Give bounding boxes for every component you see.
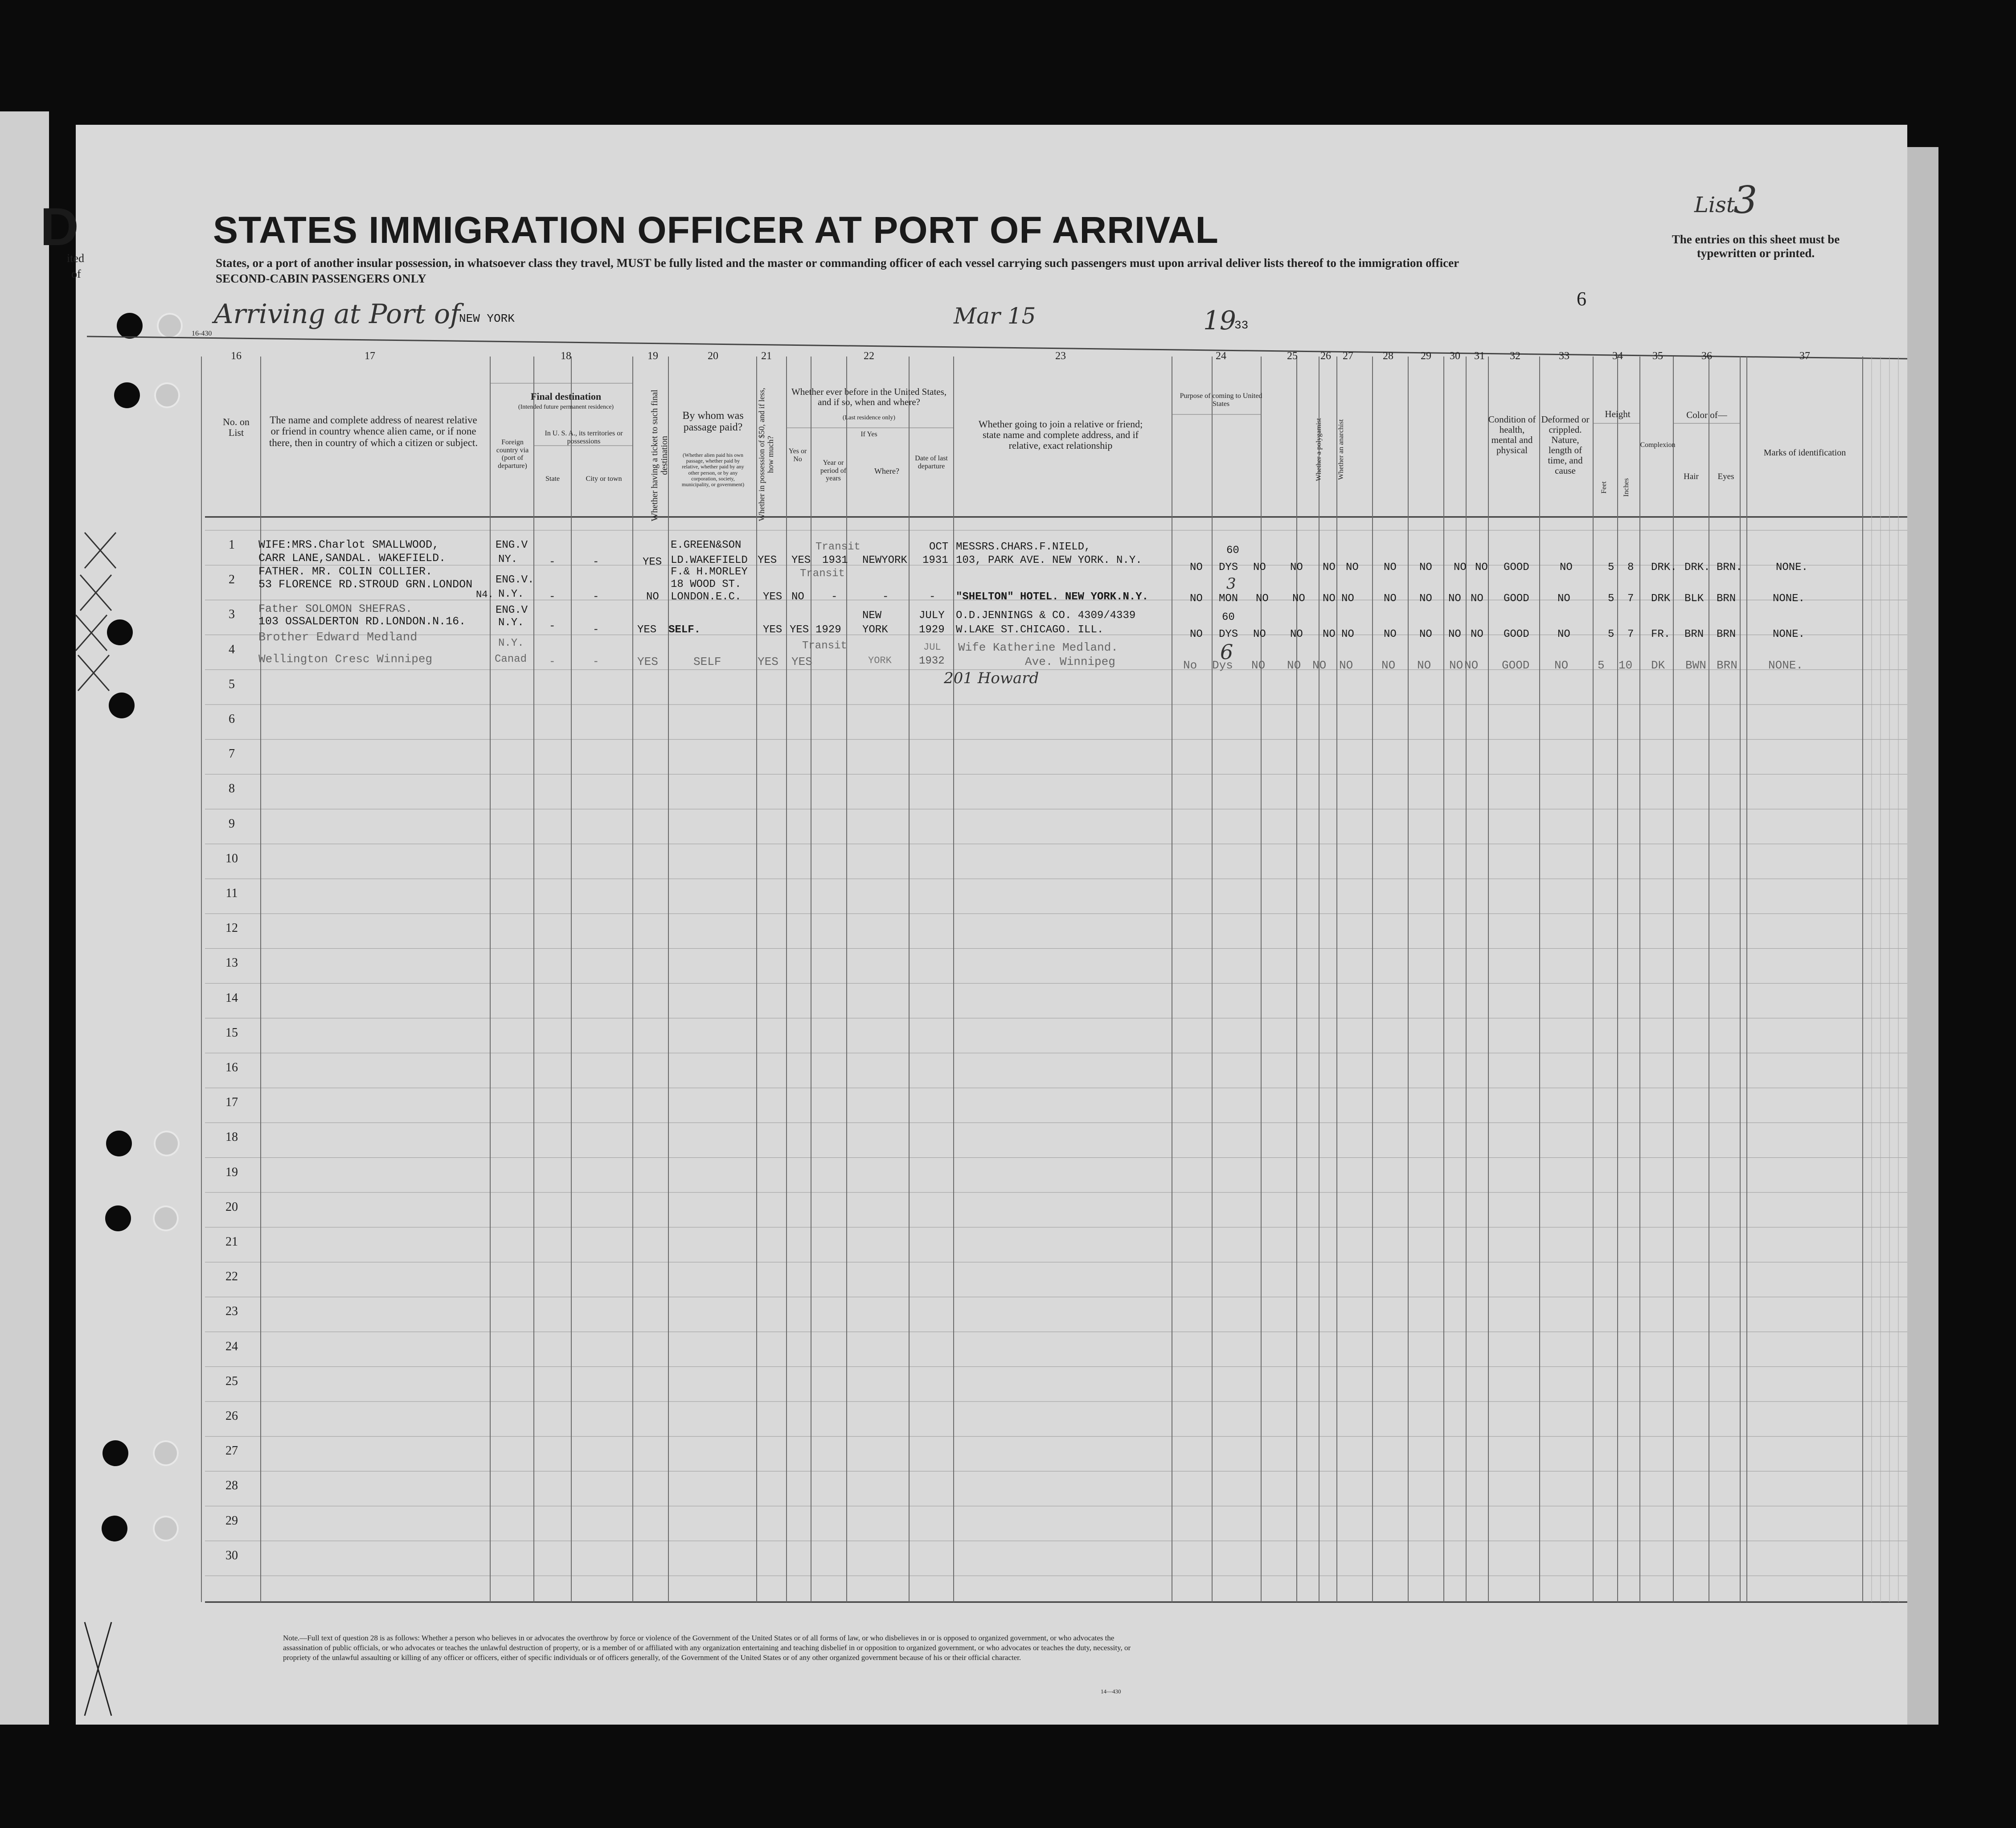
before-yes-no: NO <box>791 591 804 603</box>
complexion: DK <box>1651 659 1665 672</box>
relative-address-postal: N4. <box>476 589 494 600</box>
health: GOOD <box>1504 628 1529 640</box>
col-label-20: By whom was passage paid? <box>682 410 744 434</box>
line-number: 13 <box>225 956 238 970</box>
col-state: State <box>545 475 560 483</box>
q25: NO <box>1292 593 1305 605</box>
joining-address: Ave. Winnipeg <box>1025 655 1115 668</box>
eyes: BRN. <box>1717 562 1742 574</box>
transit-note: Transit <box>815 541 860 553</box>
col-label-23: Whether going to join a relative or friend; state name and complete address, and if relative, exact relationship <box>978 418 1143 451</box>
q26: NO <box>1323 562 1336 574</box>
health: GOOD <box>1504 593 1529 605</box>
purpose-1: NO <box>1190 628 1203 640</box>
arriving-label: Arriving at Port of <box>214 299 460 330</box>
line-number: 23 <box>225 1304 238 1319</box>
col-num-30: 30 <box>1450 350 1460 362</box>
height-feet: 5 <box>1608 593 1614 605</box>
q28: NO <box>1381 659 1396 672</box>
foreign-country: ENG.V <box>496 604 528 616</box>
col-num-28: 28 <box>1383 350 1393 362</box>
col-num-23: 23 <box>1055 350 1066 362</box>
line-number: 10 <box>225 851 238 865</box>
before-where: YORK <box>868 655 892 666</box>
line-number: 11 <box>225 886 238 900</box>
hair: DRK. <box>1684 562 1710 574</box>
before-where: - <box>882 591 889 603</box>
line-number: 12 <box>225 921 238 935</box>
line-number: 4 <box>229 642 235 656</box>
arrival-port: NEW YORK <box>459 312 515 325</box>
relative-address: CARR LANE,SANDAL. WAKEFIELD. <box>258 552 446 565</box>
foreign-port: N.Y. <box>498 588 524 600</box>
col-where: Where? <box>874 467 899 475</box>
height-inches: 7 <box>1627 628 1634 640</box>
line-number: 2 <box>229 573 235 587</box>
q31: NO <box>1471 628 1483 640</box>
purpose-3: NO <box>1253 628 1266 640</box>
q25: NO <box>1287 659 1301 672</box>
last-departure: - <box>929 591 936 603</box>
col-num-31: 31 <box>1474 350 1485 362</box>
dest-state: - <box>549 556 556 568</box>
purpose-3: NO <box>1256 593 1269 605</box>
complexion: DRK. <box>1651 562 1677 574</box>
col-num-17: 17 <box>365 350 375 362</box>
deformed: NO <box>1554 659 1569 672</box>
q31: NO <box>1471 593 1483 605</box>
q25: NO <box>1290 562 1303 574</box>
q30: NO <box>1448 593 1461 605</box>
purpose-length-unit: DYS <box>1219 628 1238 640</box>
col-if-yes: If Yes <box>860 430 877 438</box>
purpose-3: NO <box>1251 659 1266 672</box>
passage-paid-by: SELF <box>693 655 721 668</box>
question-28-note: Note.—Full text of question 28 is as follows: Whether a person who believes in or advocates the overthrow by force or violence of the Government of the United States or of all forms of law, or who disbelieves in or is opposed to organized government, or who advocates the assassination of public officials, or who advocates or teaches the unlawful destruction of property, or is a member of or affiliated with any organization entertaining and teaching disbelief in or opposition to organized government, or who advocates or teaches the duty, necessity, or propriety of the unlawful assaulting or killing of any officer or officers, either of specific individuals or of officers generally, of the Government of the United States or of any other organized government because of his or their official character. <box>283 1634 1131 1662</box>
q28: NO <box>1384 628 1397 640</box>
money: YES <box>763 624 783 636</box>
col-num-22: 22 <box>864 350 874 362</box>
col-num-29: 29 <box>1421 350 1431 362</box>
col-label-27: Whether an anarchist <box>1337 419 1345 480</box>
last-departure: JULY <box>919 610 945 622</box>
col-label-24: Purpose of coming to United States <box>1180 392 1262 408</box>
hair: BRN <box>1684 628 1704 640</box>
col-num-26: 26 <box>1320 350 1331 362</box>
sheet-number: 6 <box>1577 288 1586 310</box>
ticket: NO <box>646 591 659 603</box>
last-departure-year: 1929 <box>919 624 945 636</box>
joining-name: "SHELTON" HOTEL. NEW YORK.N.Y. <box>956 591 1149 603</box>
line-number: 25 <box>225 1374 238 1388</box>
relative-address: 53 FLORENCE RD.STROUD GRN.LONDON <box>258 578 473 591</box>
dest-city: - <box>593 556 599 568</box>
line-number: 19 <box>225 1165 238 1179</box>
dest-city: - <box>593 591 599 603</box>
col-hair: Hair <box>1684 472 1699 481</box>
year-suffix: 33 <box>1234 319 1249 332</box>
passenger-class: SECOND-CABIN PASSENGERS ONLY <box>216 272 426 285</box>
dest-state: - <box>549 656 556 668</box>
line-number: 18 <box>225 1130 238 1144</box>
line-number: 30 <box>225 1548 238 1562</box>
line-number: 8 <box>229 782 235 796</box>
purpose-1: NO <box>1190 562 1203 574</box>
purpose-length: 6 <box>1220 640 1233 664</box>
joining-address-handwritten: 201 Howard <box>944 669 1039 687</box>
relative-name: FATHER. MR. COLIN COLLIER. <box>258 565 433 578</box>
transit-note: Transit <box>800 568 845 580</box>
purpose-length-unit: DYS <box>1219 562 1238 574</box>
joining-name: O.D.JENNINGS & CO. 4309/4339 <box>956 610 1136 622</box>
foreign-port: NY. <box>498 553 518 566</box>
line-number: 17 <box>225 1095 238 1110</box>
foreign-country: ENG.V. <box>496 574 534 586</box>
last-departure-year: 1931 <box>922 554 948 566</box>
q30: NO <box>1454 562 1467 574</box>
complexion: FR. <box>1651 628 1671 640</box>
q29: NO <box>1419 628 1432 640</box>
form-number: 16-430 <box>192 330 212 337</box>
col-label-16: No. on List <box>223 416 250 439</box>
before-yes-no: YES <box>791 655 812 668</box>
line-number: 22 <box>225 1270 238 1284</box>
deformed: NO <box>1557 628 1570 640</box>
q30: NO <box>1449 659 1463 672</box>
col-label-37: Marks of identification <box>1763 448 1846 458</box>
passage-paid-by: F.& H.MORLEY <box>671 566 748 578</box>
hair: BWN <box>1685 659 1706 672</box>
line-number: 5 <box>229 677 235 691</box>
purpose-length-unit: MON <box>1219 593 1238 605</box>
col-usa: In U. S. A., its territories or possessions <box>545 430 623 445</box>
line-number: 15 <box>225 1025 238 1040</box>
height-inches: 8 <box>1627 562 1634 574</box>
marks: NONE. <box>1773 628 1805 640</box>
col-city: City or town <box>586 475 622 483</box>
col-sub-18: (Intended future permanent residence) <box>518 404 614 410</box>
q31: NO <box>1475 562 1488 574</box>
dest-city: - <box>593 624 599 636</box>
purpose-3: NO <box>1253 562 1266 574</box>
col-label-19: Whether having a ticket to such final destination <box>650 389 669 521</box>
deformed: NO <box>1557 593 1570 605</box>
foreign-country: ENG.V <box>496 539 528 551</box>
q25: NO <box>1290 628 1303 640</box>
col-num-20: 20 <box>708 350 718 362</box>
q28: NO <box>1384 593 1397 605</box>
deformed: NO <box>1560 562 1573 574</box>
col-num-36: 36 <box>1701 350 1712 362</box>
col-label-17: The name and complete address of nearest relative or friend in country whence alien came, or if none there, then in country of which a citizen or subject. <box>269 414 478 448</box>
marks: NONE. <box>1768 659 1803 672</box>
col-num-18: 18 <box>561 350 571 362</box>
col-feet: Feet <box>1600 481 1608 494</box>
hair: BLK <box>1684 593 1704 605</box>
col-num-32: 32 <box>1510 350 1520 362</box>
col-label-32: Condition of health, mental and physical <box>1488 414 1536 456</box>
line-number: 26 <box>225 1409 238 1423</box>
relative-address: 103 OSSALDERTON RD.LONDON.N.16. <box>258 615 466 628</box>
col-inches: Inches <box>1623 478 1631 497</box>
before-yes-no: YES <box>790 624 809 636</box>
line-number: 3 <box>229 607 235 622</box>
joining-address: W.LAKE ST.CHICAGO. ILL. <box>956 624 1104 636</box>
before-where: NEW <box>862 610 882 622</box>
joining-name: Wife Katherine Medland. <box>958 641 1118 654</box>
purpose-length-unit: Dys <box>1212 659 1233 672</box>
left-fragment-letter: D <box>40 197 79 257</box>
before-yes-no: YES <box>791 554 811 566</box>
col-eyes: Eyes <box>1717 472 1734 481</box>
col-label-35: Complexion <box>1640 441 1676 449</box>
last-departure: OCT <box>929 541 949 553</box>
list-number: 3 <box>1733 178 1758 222</box>
line-number: 16 <box>225 1061 238 1074</box>
q26: NO <box>1312 659 1327 672</box>
relative-name: WIFE:MRS.Charlot SMALLWOOD, <box>258 538 439 551</box>
before-year: - <box>831 591 838 603</box>
typewritten-note: The entries on this sheet must be typewritten or printed. <box>1672 233 1840 260</box>
page-subtitle: States, or a port of another insular possession, in whatsoever class they travel, MUST be fully listed and the master or commanding officer of each vessel carrying such passengers must upon arrival deliver lists thereof to the immigration officer <box>216 256 1459 270</box>
passage-paid-by-2: LD.WAKEFIELD <box>671 554 748 566</box>
list-label: List <box>1694 193 1735 217</box>
purpose-length: 3 <box>1226 575 1236 593</box>
line-number: 1 <box>229 538 235 552</box>
col-label-18: Final destination <box>530 391 602 402</box>
col-num-35: 35 <box>1652 350 1663 362</box>
health: GOOD <box>1504 562 1529 574</box>
dest-state: - <box>549 591 556 603</box>
col-num-24: 24 <box>1216 350 1226 362</box>
before-year: 1929 <box>815 624 841 636</box>
ticket: YES <box>643 556 662 568</box>
height-feet: 5 <box>1598 659 1605 672</box>
footer-form-number: 14—430 <box>1101 1688 1121 1695</box>
purpose-1: No <box>1183 659 1197 672</box>
ticket: YES <box>637 655 658 668</box>
foreign-port: N.Y. <box>498 617 524 629</box>
col-label-26: Whether a polygamist <box>1315 418 1323 481</box>
health: GOOD <box>1502 659 1530 672</box>
line-number: 29 <box>225 1513 238 1528</box>
complexion: DRK <box>1651 593 1671 605</box>
money: YES <box>758 554 777 566</box>
col-num-34: 34 <box>1612 350 1623 362</box>
eyes: BRN <box>1717 593 1736 605</box>
marks: NONE. <box>1773 593 1805 605</box>
q29: NO <box>1417 659 1431 672</box>
line-number: 24 <box>225 1339 238 1353</box>
q30: NO <box>1448 628 1461 640</box>
page-title: STATES IMMIGRATION OFFICER AT PORT OF ARRIVAL <box>213 209 1219 251</box>
col-label-21: Whether in possession of $50, and if less, how much? <box>757 388 775 521</box>
col-foreign-country: Foreign country via (port of departure) <box>496 439 529 470</box>
last-departure: JUL <box>923 642 941 653</box>
ticket: YES <box>637 624 657 636</box>
money: YES <box>763 591 783 603</box>
q29: NO <box>1419 562 1432 574</box>
passage-paid-by-3: LONDON.E.C. <box>671 591 742 603</box>
col-num-21: 21 <box>761 350 772 362</box>
q31: NO <box>1464 659 1479 672</box>
col-departure: Date of last departure <box>915 455 948 470</box>
q26: NO <box>1323 628 1336 640</box>
col-num-25: 25 <box>1287 350 1298 362</box>
foreign-port: N.Y. <box>498 637 524 649</box>
left-fragment-text-2: of <box>71 267 81 280</box>
col-num-27: 27 <box>1343 350 1353 362</box>
q27: NO <box>1339 659 1353 672</box>
col-label-34: Height <box>1605 409 1631 419</box>
line-number: 7 <box>229 747 235 761</box>
col-num-16: 16 <box>231 350 242 362</box>
col-num-19: 19 <box>647 350 658 362</box>
before-year: Transit <box>802 640 847 652</box>
relative-address: Wellington Cresc Winnipeg <box>258 652 433 666</box>
q29: NO <box>1419 593 1432 605</box>
height-inches: 10 <box>1619 659 1633 672</box>
purpose-length: 60 <box>1222 611 1235 623</box>
purpose-length: 60 <box>1226 545 1239 557</box>
before-where: NEWYORK <box>862 554 907 566</box>
col-before-yes-no: Yes or No <box>788 447 807 463</box>
col-label-33: Deformed or crippled. Nature, length of time, and cause <box>1541 414 1590 476</box>
col-num-33: 33 <box>1559 350 1569 362</box>
passage-paid-by-2: 18 WOOD ST. <box>671 578 742 590</box>
col-sub-22: (Last residence only) <box>842 414 896 421</box>
left-fragment-text-1: ited <box>67 252 84 265</box>
foreign-country: Canad <box>495 653 527 665</box>
height-feet: 5 <box>1608 628 1614 640</box>
height-feet: 5 <box>1608 562 1614 574</box>
last-departure-year: 1932 <box>919 655 945 667</box>
purpose-1: NO <box>1190 593 1203 605</box>
eyes: BRN <box>1717 628 1736 640</box>
relative-name: Father SOLOMON SHEFRAS. <box>258 603 413 615</box>
q26: NO <box>1323 593 1336 605</box>
line-number: 20 <box>225 1200 238 1214</box>
arrival-date: Mar 15 <box>954 303 1036 329</box>
marks: NONE. <box>1776 562 1808 574</box>
passage-paid-by: SELF. <box>668 624 701 636</box>
dest-state: - <box>549 620 556 632</box>
q27: NO <box>1341 593 1354 605</box>
col-year: Year or period of years <box>820 459 847 483</box>
col-label-36: Color of— <box>1686 410 1727 420</box>
q27: NO <box>1346 562 1359 574</box>
line-number: 27 <box>225 1444 238 1458</box>
q27: NO <box>1341 628 1354 640</box>
passage-paid-by: E.GREEN&SON <box>671 539 742 551</box>
q28: NO <box>1384 562 1397 574</box>
col-num-37: 37 <box>1799 350 1810 362</box>
before-where-2: YORK <box>862 624 888 636</box>
year-prefix: 19 <box>1203 305 1236 336</box>
joining-name: MESSRS.CHARS.F.NIELD, <box>956 541 1091 553</box>
money: YES <box>758 655 779 668</box>
line-number: 28 <box>225 1479 238 1493</box>
dest-city: - <box>593 656 599 668</box>
line-number: 21 <box>225 1235 238 1249</box>
line-number: 9 <box>229 816 235 831</box>
joining-address: 103, PARK AVE. NEW YORK. N.Y. <box>956 554 1142 566</box>
before-year: 1931 <box>822 554 848 566</box>
col-sub-20: (Whether alien paid his own passage, whether paid by relative, whether paid by any other person, or by any corporation, society, municipality, or government) <box>681 452 745 488</box>
height-inches: 7 <box>1627 593 1634 605</box>
eyes: BRN <box>1717 659 1737 672</box>
relative-name: Brother Edward Medland <box>258 631 418 644</box>
line-number: 14 <box>225 991 238 1005</box>
col-label-22: Whether ever before in the United States, and if so, when and where? <box>791 386 947 408</box>
line-number: 6 <box>229 712 235 726</box>
